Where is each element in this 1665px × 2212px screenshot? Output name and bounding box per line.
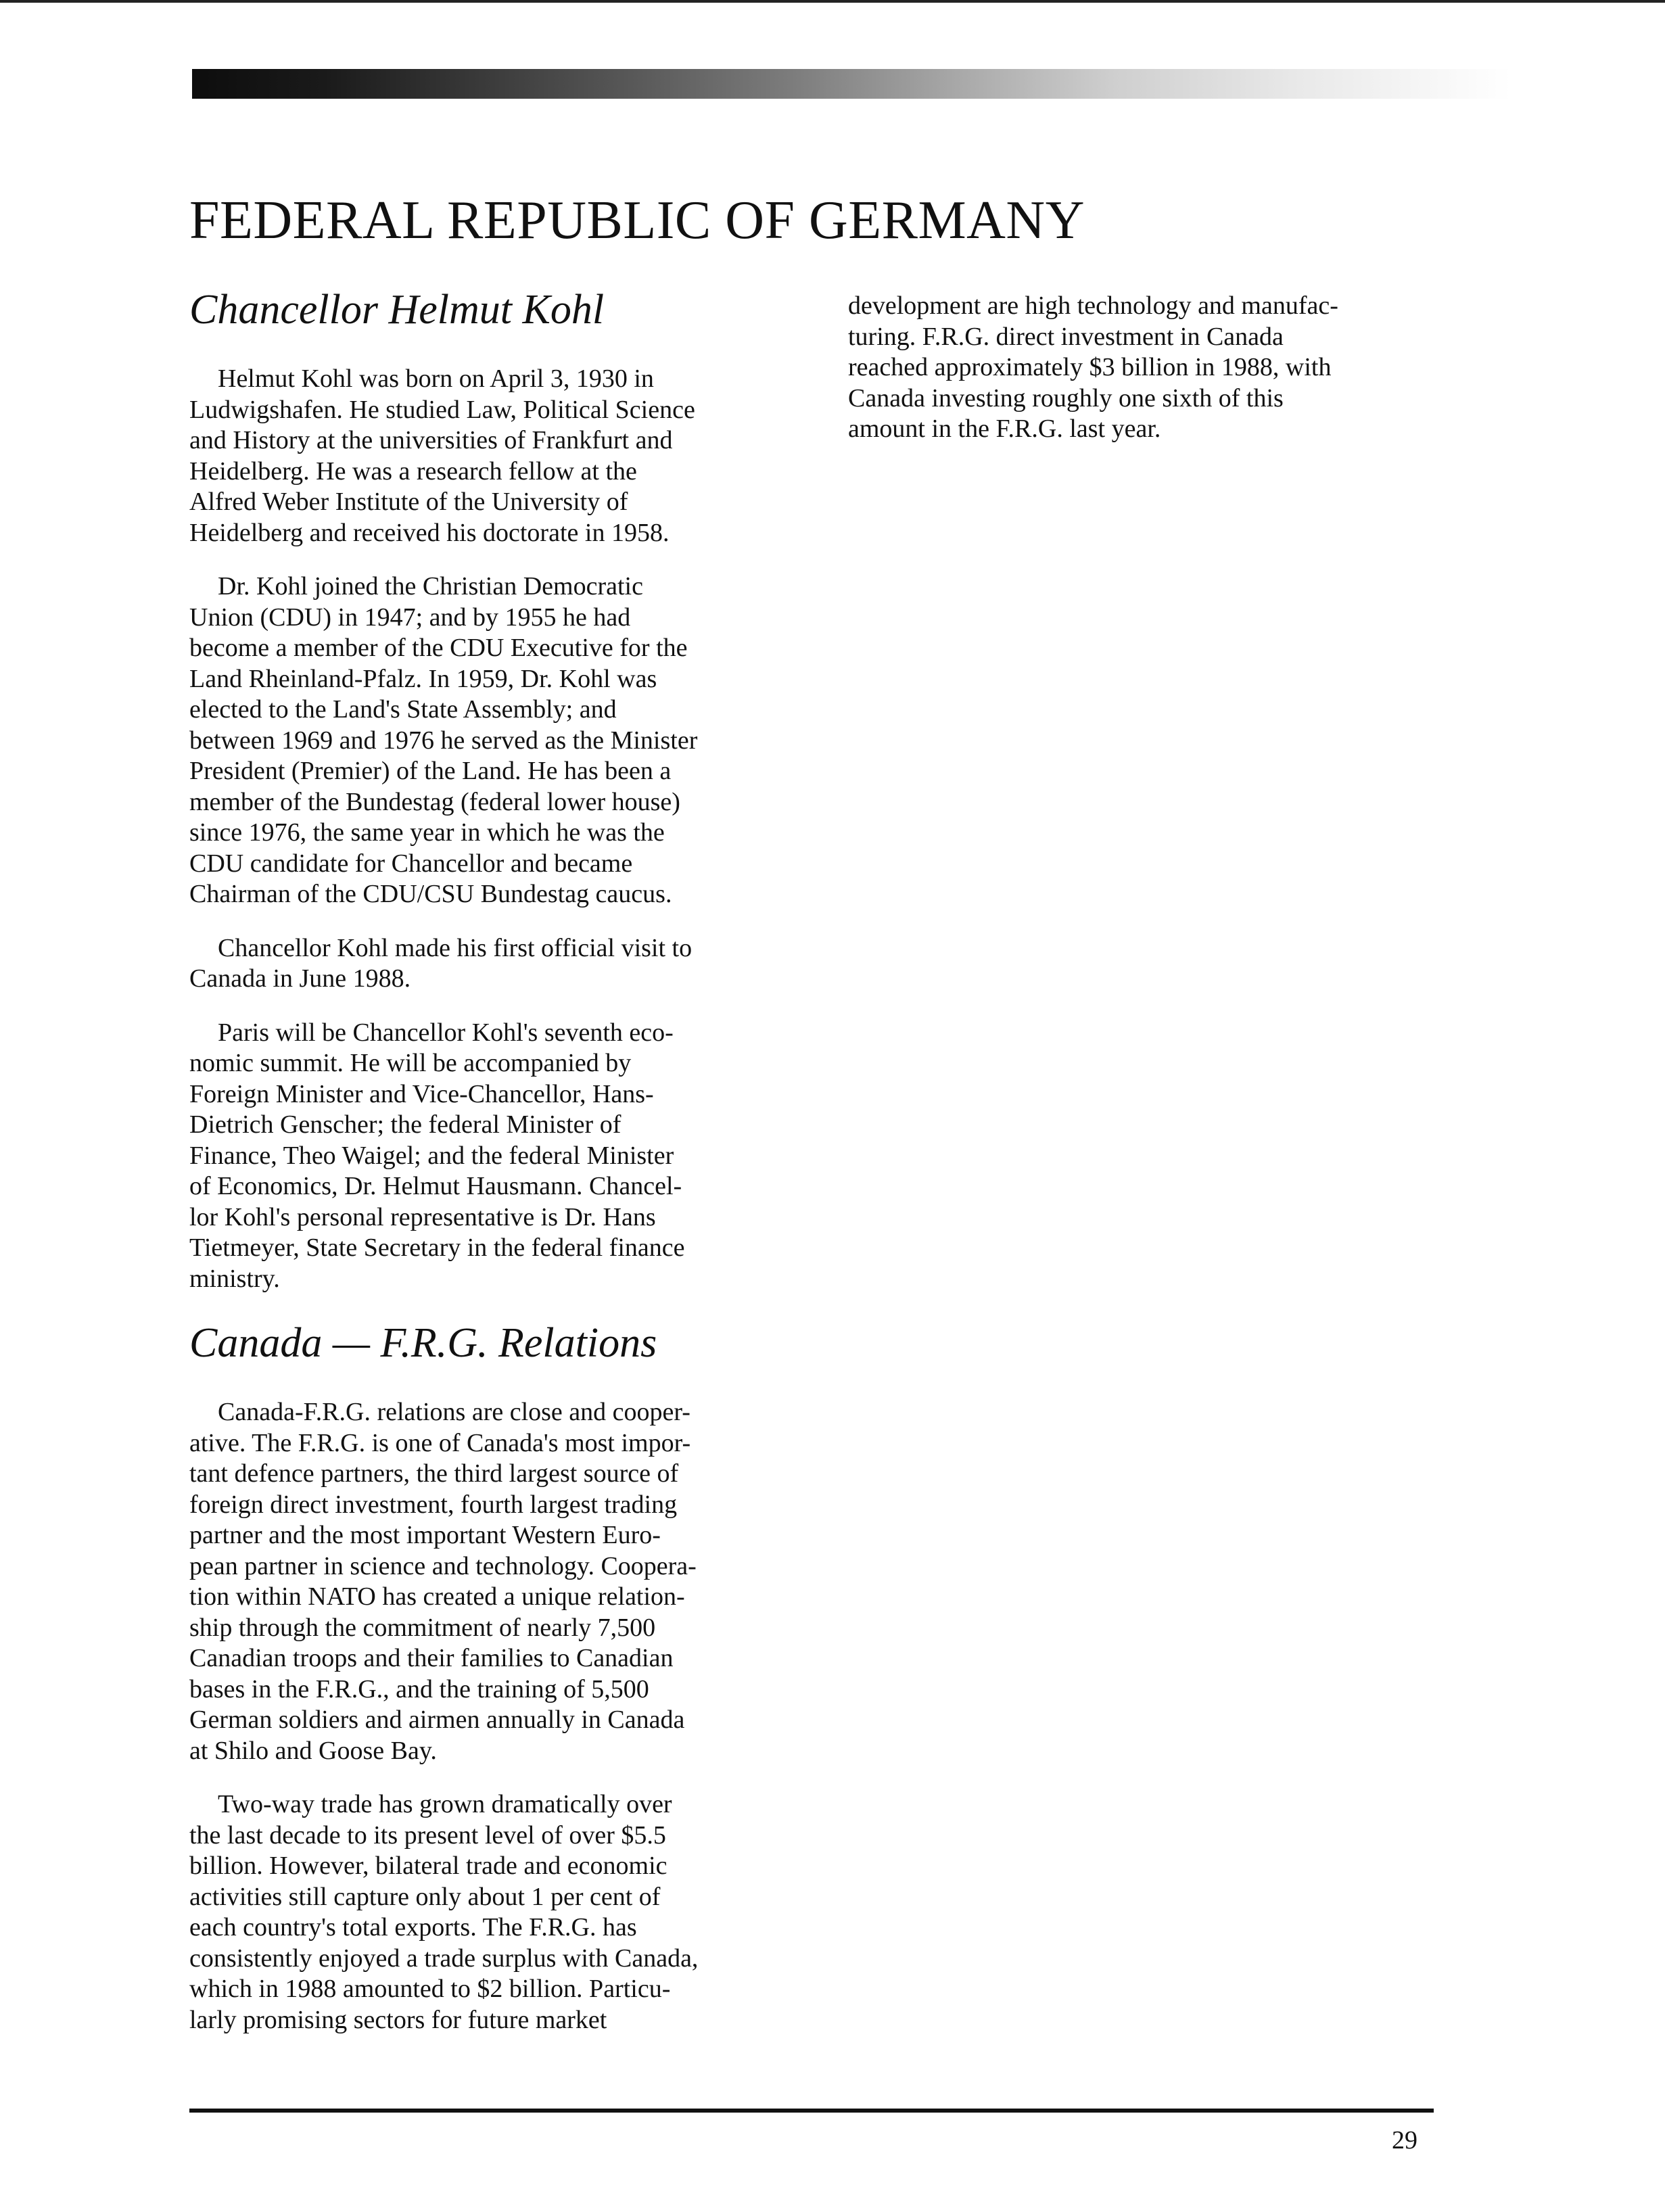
paragraph-trade (189, 1789, 805, 2035)
section-heading-relations: Canada — F.R.G. Relations (189, 1320, 657, 1367)
text-line: ministry. (189, 1264, 280, 1293)
page-number: 29 (1392, 2126, 1417, 2155)
text-line: Union (CDU) in 1947; and by 1955 he had (189, 603, 631, 632)
text-line: reached approximately $3 billion in 1988, with (848, 353, 1332, 381)
section-heading-chancellor: Chancellor Helmut Kohl (189, 287, 605, 333)
text-line: Helmut Kohl was born on April 3, 1930 in (218, 364, 654, 394)
text-line: partner and the most important Western Euro- (189, 1521, 661, 1550)
text-line: Dr. Kohl joined the Christian Democratic (218, 572, 643, 601)
left-column (189, 287, 805, 2035)
text-line: Dietrich Genscher; the federal Minister of (189, 1110, 622, 1139)
paragraph-summit-delegation (189, 1018, 805, 1295)
text-line: tion within NATO has created a unique relation- (189, 1582, 685, 1611)
text-line: Finance, Theo Waigel; and the federal Minister (189, 1141, 674, 1170)
text-line: consistently enjoyed a trade surplus with Canada, (189, 1944, 699, 1973)
text-line: Canada investing roughly one sixth of this (848, 383, 1284, 413)
text-line: activities still capture only about 1 per cent of (189, 1882, 661, 1911)
text-line: development are high technology and manufac- (848, 291, 1338, 320)
text-line: and History at the universities of Frankfurt and (189, 426, 673, 455)
text-line: Paris will be Chancellor Kohl's seventh eco- (218, 1018, 674, 1047)
text-line: CDU candidate for Chancellor and became (189, 849, 633, 878)
text-line: pean partner in science and technology. Coopera- (189, 1551, 697, 1580)
text-line: Ludwigshafen. He studied Law, Political Science (189, 395, 695, 424)
text-line: which in 1988 amounted to $2 billion. Particu- (189, 1975, 671, 2004)
header-gradient-bar (192, 69, 1511, 99)
text-line: foreign direct investment, fourth largest trading (189, 1490, 678, 1519)
text-line: German soldiers and airmen annually in Canada (189, 1705, 685, 1735)
text-line: billion. However, bilateral trade and economic (189, 1852, 667, 1881)
text-line: amount in the F.R.G. last year. (848, 415, 1161, 443)
text-line: elected to the Land's State Assembly; and (189, 695, 617, 724)
text-line: ative. The F.R.G. is one of Canada's most impor- (189, 1428, 691, 1457)
text-line: Heidelberg. He was a research fellow at the (189, 456, 637, 486)
text-line: become a member of the CDU Executive for the (189, 634, 688, 663)
text-line: between 1969 and 1976 he served as the Minister (189, 726, 698, 755)
text-line: Land Rheinland-Pfalz. In 1959, Dr. Kohl was (189, 664, 657, 693)
text-line: of Economics, Dr. Helmut Hausmann. Chancel- (189, 1172, 682, 1201)
text-line: Foreign Minister and Vice-Chancellor, Hans- (189, 1079, 654, 1108)
paragraph-canada-visit (189, 933, 805, 995)
text-line: Canada-F.R.G. relations are close and cooper- (218, 1398, 690, 1427)
text-line: the last decade to its present level of over $5.5 (189, 1820, 666, 1850)
text-line: ship through the commitment of nearly 7,500 (189, 1613, 656, 1642)
top-border-line (0, 0, 1665, 3)
right-column (848, 291, 1463, 445)
text-line: lor Kohl's personal representative is Dr. Hans (189, 1202, 656, 1231)
text-line: since 1976, the same year in which he was the (189, 818, 665, 847)
paragraph-relations-overview (189, 1397, 805, 1766)
text-line: President (Premier) of the Land. He has been a (189, 757, 672, 786)
text-line: bases in the F.R.G., and the training of 5,500 (189, 1674, 649, 1703)
footer-rule (189, 2109, 1434, 2113)
text-line: Chancellor Kohl made his first official visit to (218, 933, 693, 962)
page-title: FEDERAL REPUBLIC OF GERMANY (189, 191, 1085, 250)
text-line: Canada in June 1988. (189, 964, 411, 993)
text-line: at Shilo and Goose Bay. (189, 1736, 437, 1765)
text-line: Canadian troops and their families to Canadian (189, 1644, 674, 1673)
text-line: Alfred Weber Institute of the University of (189, 488, 628, 517)
text-line: member of the Bundestag (federal lower house) (189, 787, 680, 816)
text-line: Heidelberg and received his doctorate in 1958. (189, 518, 670, 547)
text-line: Tietmeyer, State Secretary in the federal finance (189, 1233, 685, 1263)
text-line: each country's total exports. The F.R.G. has (189, 1913, 637, 1942)
text-line: Chairman of the CDU/CSU Bundestag caucus. (189, 880, 672, 909)
paragraph-political-career (189, 571, 805, 910)
paragraph-trade-continued (848, 291, 1463, 445)
text-line: turing. F.R.G. direct investment in Canada (848, 322, 1284, 351)
paragraph-biography (189, 364, 805, 548)
text-line: tant defence partners, the third largest source of (189, 1459, 679, 1488)
text-line: nomic summit. He will be accompanied by (189, 1049, 632, 1078)
text-line: larly promising sectors for future market (189, 2005, 607, 2034)
text-line: Two-way trade has grown dramatically over (218, 1790, 672, 1819)
